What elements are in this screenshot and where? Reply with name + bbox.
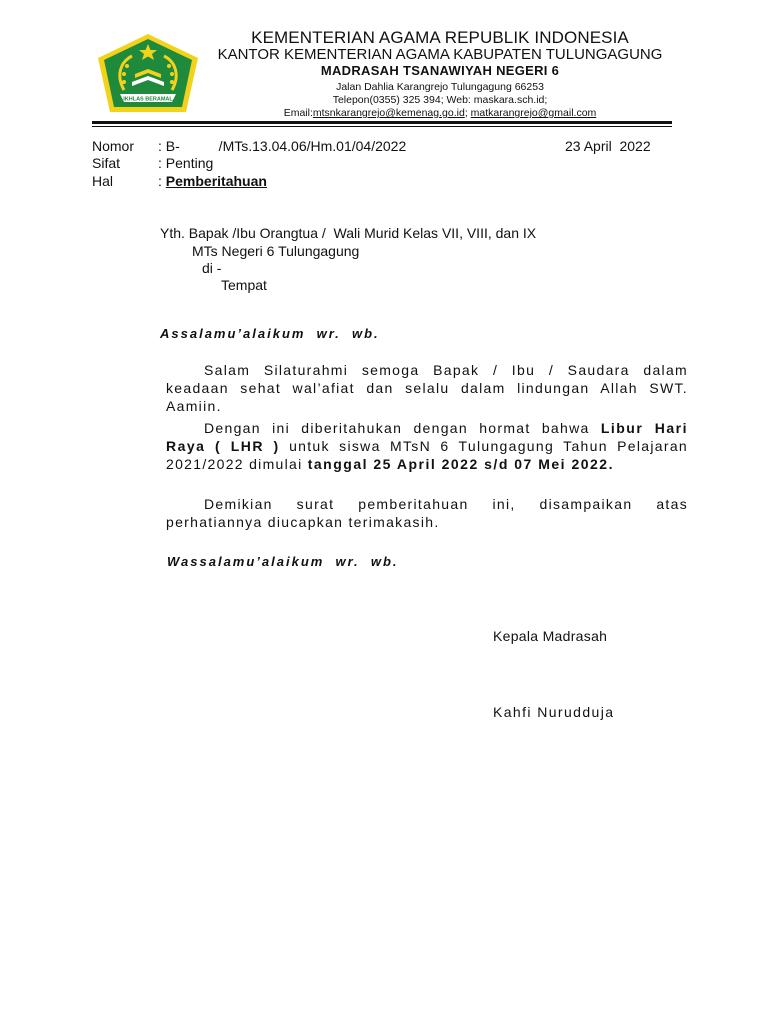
recipient-line-1: Yth. Bapak /Ibu Orangtua / Wali Murid Kelas VII, VIII, dan IX — [160, 225, 537, 241]
paragraph-2-bold-1: Libur Hari Raya ( LHR ) — [166, 420, 688, 454]
recipient-line-3: di - — [202, 260, 222, 276]
nomor-label: Nomor — [92, 138, 135, 154]
recipient-line-2: MTs Negeri 6 Tulungagung — [192, 243, 360, 259]
logo-text: IKHLAS BERAMAL — [123, 96, 173, 103]
paragraph-1 — [166, 361, 688, 415]
email-separator: ; — [464, 107, 471, 119]
sifat-label: Sifat — [92, 155, 121, 171]
signature-name: Kahfi Nurudduja — [493, 704, 615, 720]
school-email — [210, 107, 670, 119]
hal-field — [158, 173, 267, 189]
kemenag-logo — [94, 32, 202, 118]
school-phone: Telepon(0355) 325 394; Web: maskara.sch.id; — [332, 94, 548, 106]
email-link-kemenag[interactable]: mtsnkarangrejo@kemenag.go.id — [312, 107, 465, 119]
paragraph-2-part-1: Dengan ini diberitahukan dengan hormat bahwa — [204, 420, 601, 436]
paragraph-2-part-2: untuk siswa MTsN 6 Tulungagung Tahun Pelajaran 2021/2022 dimulai — [166, 438, 688, 472]
header-rule-thin — [92, 126, 672, 127]
greeting: Assalamu’alaikum wr. wb. — [160, 326, 380, 341]
closing: Wassalamu’alaikum wr. wb. — [167, 554, 399, 569]
paragraph-3-text: Demikian surat pemberitahuan ini, disampaikan atas perhatiannya diucapkan terimakasih. — [166, 496, 688, 530]
sifat-value: : Penting — [158, 155, 214, 171]
signature-title: Kepala Madrasah — [493, 628, 608, 644]
letter-date: 23 April 2022 — [565, 138, 651, 154]
school-title: MADRASAH TSANAWIYAH NEGERI 6 — [320, 63, 560, 78]
nomor-value: : B- /MTs.13.04.06/Hm.01/04/2022 — [158, 138, 407, 154]
paragraph-1-text: Salam Silaturahmi semoga Bapak / Ibu / Saudara dalam keadaan sehat wal’afiat dan selalu dalam lindungan Allah SWT. Aamiin. — [166, 362, 688, 414]
hal-label: Hal — [92, 173, 114, 189]
paragraph-2 — [166, 419, 688, 473]
email-prefix: Email: — [283, 107, 313, 119]
office-title: KANTOR KEMENTERIAN AGAMA KABUPATEN TULUNGAGUNG — [217, 46, 663, 63]
email-link-gmail[interactable]: matkarangrejo@gmail.com — [470, 107, 597, 119]
paragraph-3 — [166, 495, 688, 531]
hal-value: Pemberitahuan — [165, 173, 267, 189]
hal-colon: : — [158, 173, 166, 189]
paragraph-2-bold-2: tanggal 25 April 2022 s/d 07 Mei 2022. — [307, 456, 614, 472]
ministry-title: KEMENTERIAN AGAMA REPUBLIK INDONESIA — [251, 28, 629, 47]
recipient-line-4: Tempat — [221, 277, 267, 293]
header-rule-thick — [92, 121, 672, 124]
school-address: Jalan Dahlia Karangrejo Tulungagung 66253 — [336, 81, 544, 93]
